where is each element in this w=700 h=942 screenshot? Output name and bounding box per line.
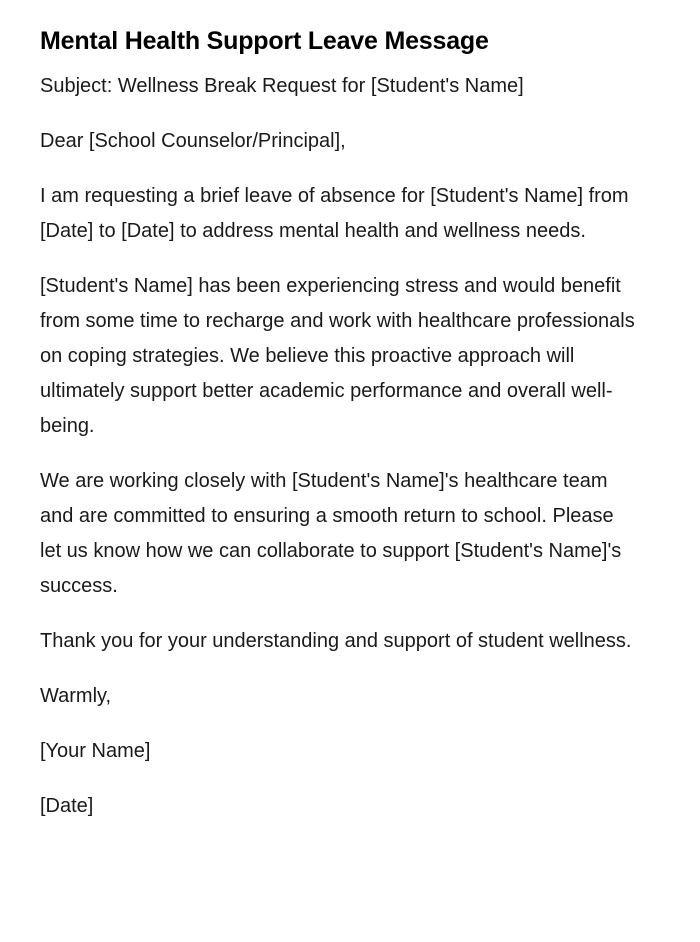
body-paragraph-request: I am requesting a brief leave of absence for [Student's Name] from [Date] to [Date] to address mental health and wellness needs. — [40, 185, 629, 242]
body-paragraph-reason: [Student's Name] has been experiencing stress and would benefit from some time to recharge and work with healthcare professionals on coping strategies. We believe this proactive approach will ultimately support better academic performance and overall well-being. — [40, 275, 635, 437]
closing: Warmly, — [40, 685, 112, 707]
signature-name: [Your Name] — [40, 740, 151, 762]
document-title: Mental Health Support Leave Message — [40, 27, 489, 55]
subject-line: Subject: Wellness Break Request for [Student's Name] — [40, 75, 524, 97]
signature-date: [Date] — [40, 795, 94, 817]
letter-document — [40, 24, 640, 844]
salutation: Dear [School Counselor/Principal], — [40, 130, 346, 152]
body-paragraph-thanks: Thank you for your understanding and support of student wellness. — [40, 630, 632, 652]
body-paragraph-collaboration: We are working closely with [Student's Name]'s healthcare team and are committed to ensuring a smooth return to school. Please let us know how we can collaborate to support [Student's Name]'s success. — [40, 470, 622, 597]
